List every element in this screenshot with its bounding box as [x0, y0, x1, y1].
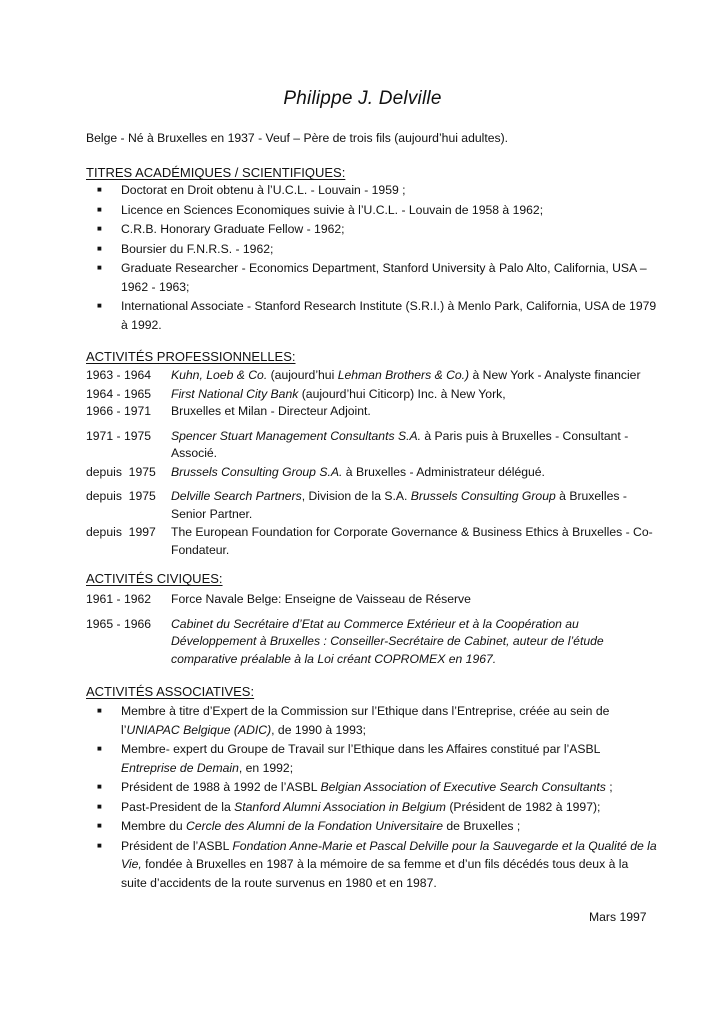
- list-item: ■ International Associate - Stanford Research Institute (S.R.I.) à Menlo Park, California, USA de 1979 à 1992.: [97, 299, 657, 332]
- civic-list: [86, 591, 656, 668]
- list-item: ■ C.R.B. Honorary Graduate Fellow - 1962;: [97, 220, 657, 239]
- list-item: ■ Doctorat en Droit obtenu à l’U.C.L. - Louvain - 1959 ;: [97, 181, 657, 200]
- row-date: depuis 1997: [86, 525, 156, 539]
- intro-line: Belge - Né à Bruxelles en 1937 - Veuf – Père de trois fils (aujourd’hui adultes).: [86, 131, 509, 145]
- list-item: ■ Membre du Cercle des Alumni de la Fondation Universitaire de Bruxelles ;: [97, 817, 657, 836]
- row-desc: Bruxelles et Milan - Directeur Adjoint.: [171, 404, 371, 418]
- section-title-associative: ACTIVITÉS ASSOCIATIVES:: [86, 684, 255, 699]
- row-date: 1966 - 1971: [86, 404, 152, 418]
- table-row: [86, 428, 656, 463]
- row-desc: The European Foundation for Corporate Governance & Business Ethics à Bruxelles - Co-Fondateur.: [171, 525, 653, 557]
- bullet-icon: ■: [97, 801, 102, 811]
- bullet-icon: ■: [97, 204, 102, 214]
- bullet-icon: ■: [97, 840, 102, 850]
- row-date: 1965 - 1966: [86, 616, 152, 631]
- table-row: [86, 464, 656, 482]
- row-desc: First National City Bank (aujourd’hui Citicorp) Inc. à New York,: [171, 386, 506, 401]
- academic-list: [97, 181, 657, 335]
- table-row: [86, 386, 656, 404]
- list-item: ■ Membre à titre d’Expert de la Commission sur l’Ethique dans l’Entreprise, créée au sein de l’UNIAPAC Belgique (ADIC), de 1990 à 1993;: [97, 704, 610, 737]
- row-date: depuis 1975: [86, 464, 156, 479]
- table-row: [86, 367, 656, 385]
- row-desc: Force Navale Belge: Enseigne de Vaisseau de Réserve: [171, 592, 471, 606]
- row-desc: Brussels Consulting Group S.A. à Bruxelles - Administrateur délégué.: [171, 464, 545, 479]
- row-desc: Cabinet du Secrétaire d’Etat au Commerce Extérieur et à la Coopération au Développement à Bruxelles : Conseiller-Secrétaire de Cabinet, auteur de l’étude comparative préalable à la Loi créant COPROMEX en 1967.: [171, 616, 604, 666]
- list-item: ■ Licence en Sciences Economiques suivie à l’U.C.L. - Louvain de 1958 à 1962;: [97, 201, 657, 220]
- table-row: [86, 616, 656, 669]
- bullet-icon: ■: [97, 821, 102, 830]
- list-item: ■ Membre- expert du Groupe de Travail sur l’Ethique dans les Affaires constitué par l’ASBL Entreprise de Demain, en 1992;: [97, 742, 600, 775]
- list-item: ■ Graduate Researcher - Economics Department, Stanford University à Palo Alto, California, USA – 1962 - 1963;: [97, 261, 647, 294]
- row-desc: Spencer Stuart Management Consultants S.A. à Paris puis à Bruxelles - Consultant - Associé.: [171, 428, 629, 460]
- list-item: ■ Past-President de la Stanford Alumni Association in Belgium (Président de 1982 à 1997);: [97, 798, 657, 817]
- bullet-icon: ■: [97, 706, 102, 715]
- table-row: [86, 488, 656, 523]
- document-date: Mars 1997: [589, 910, 647, 924]
- bullet-icon: ■: [97, 263, 102, 272]
- bullet-icon: ■: [97, 243, 102, 253]
- row-date: 1961 - 1962: [86, 592, 152, 606]
- list-item: ■ Boursier du F.N.R.S. - 1962;: [97, 240, 657, 259]
- section-title-professional: ACTIVITÉS PROFESSIONNELLES:: [86, 349, 296, 364]
- row-date: 1971 - 1975: [86, 428, 152, 443]
- professional-list: [86, 367, 656, 559]
- row-date: depuis 1975: [86, 489, 156, 503]
- bullet-icon: ■: [97, 185, 102, 194]
- row-desc: Kuhn, Loeb & Co. (aujourd’hui Lehman Brothers & Co.) à New York - Analyste financier: [171, 368, 641, 382]
- table-row: [86, 524, 656, 559]
- document-title: Philippe J. Delville: [283, 88, 442, 109]
- table-row: [86, 403, 656, 421]
- row-date: 1963 - 1964: [86, 368, 152, 382]
- list-item: ■ Président de 1988 à 1992 de l’ASBL Belgian Association of Executive Search Consultants ;: [97, 778, 657, 797]
- row-desc: Delville Search Partners, Division de la S.A. Brussels Consulting Group à Bruxelles - Senior Partner.: [171, 489, 627, 521]
- list-item: ■ Président de l’ASBL Fondation Anne-Marie et Pascal Delville pour la Sauvegarde et la Qualité de la Vie, fondée à Bruxelles en 1987 à la mémoire de sa femme et d’un fils décédés tous deux à la suite d’accidents de la route survenus en 1980 et en 1987.: [97, 838, 657, 890]
- bullet-icon: ■: [97, 301, 102, 310]
- bullet-icon: ■: [97, 744, 102, 753]
- bullet-icon: ■: [97, 782, 102, 791]
- section-title-civic: ACTIVITÉS CIVIQUES:: [86, 571, 223, 586]
- row-date: 1964 - 1965: [86, 386, 152, 401]
- associative-list: [97, 702, 657, 893]
- section-title-academic: TITRES ACADÉMIQUES / SCIENTIFIQUES:: [86, 165, 346, 180]
- bullet-icon: ■: [97, 224, 102, 233]
- table-row: [86, 591, 656, 609]
